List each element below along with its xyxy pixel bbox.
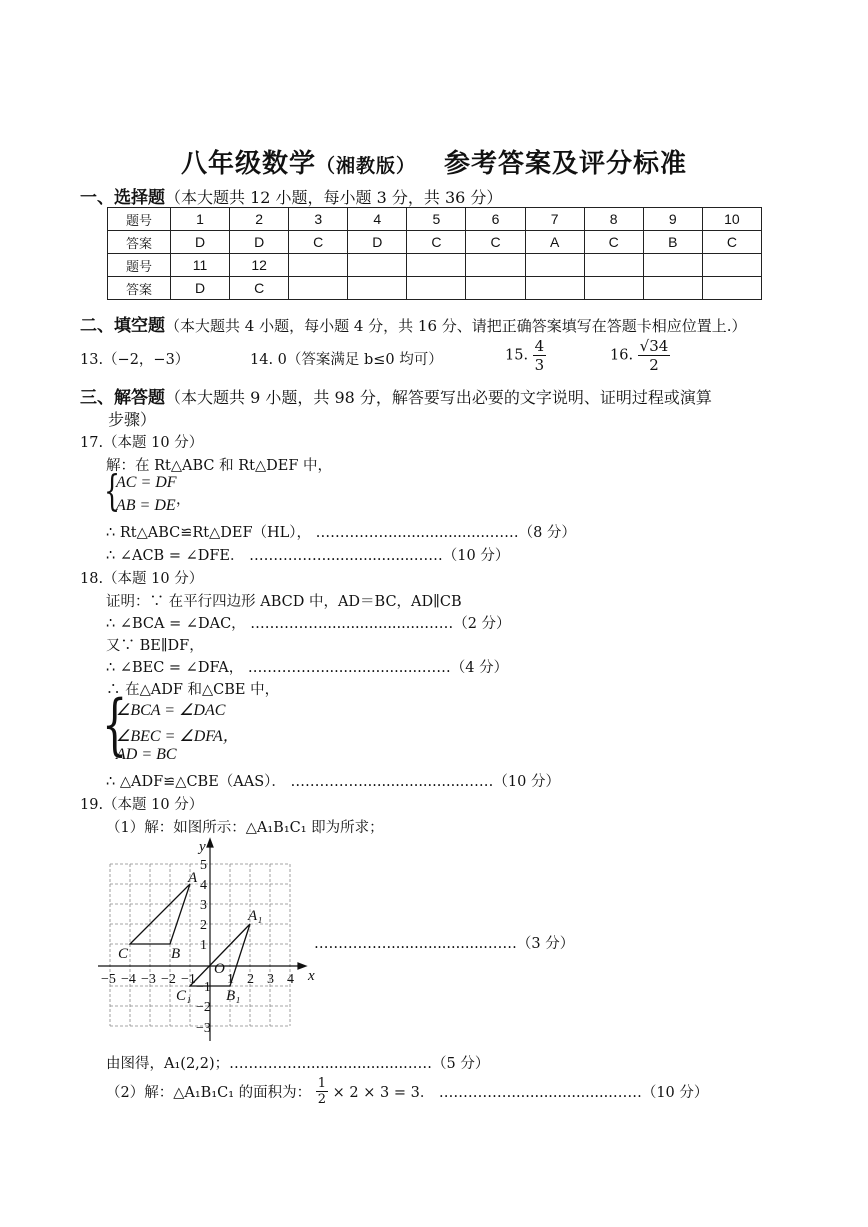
section-2-desc: （本大题共 4 小题，每小题 4 分，共 16 分、请把正确答案填写在答题卡相应位置上.） <box>165 317 747 335</box>
x-tick-label: 1 <box>227 972 234 987</box>
x-tick-label: 2 <box>247 972 254 987</box>
title-main: 八年级数学 <box>180 149 316 179</box>
q17-line-1: 解：在 Rt△ABC 和 Rt△DEF 中， <box>106 458 332 474</box>
point-c1-label: C₁ <box>176 988 192 1004</box>
q18-condition-3: AD = BC <box>116 746 177 763</box>
y-tick-label: 2 <box>200 918 207 933</box>
table-cell: 7 <box>525 208 584 231</box>
table-cell: D <box>171 277 230 300</box>
x-tick-label: −4 <box>121 972 136 987</box>
q19-part2-text: （2）解：△A₁B₁C₁ 的面积为： <box>106 1085 312 1101</box>
table-cell: C <box>407 231 466 254</box>
table-cell <box>702 254 761 277</box>
q17-line-3: ∴ ∠ACB = ∠DFE． ……………....................……（10 分） <box>106 548 510 564</box>
triangle-abc <box>130 884 190 944</box>
q17-line-2: ∴ Rt△ABC≌Rt△DEF（HL）， ……………......................……（8 分） <box>106 525 576 541</box>
table-cell: 9 <box>643 208 702 231</box>
point-b-label: B <box>171 946 181 962</box>
table-cell: C <box>466 231 525 254</box>
title-subtitle: 参考答案及评分标准 <box>444 149 688 179</box>
q17-condition-2: AB = DE <box>116 497 176 514</box>
q18-line-4: ∴ ∠BEC = ∠DFA， ……………......................……（4 分） <box>106 660 509 676</box>
fraction-numerator: 1 <box>317 1076 327 1091</box>
table-cell: A <box>525 231 584 254</box>
row-header: 题号 <box>108 208 171 231</box>
q19-part2-result: × 2 × 3 = 3． ……………......................……（10 分） <box>332 1085 709 1101</box>
table-cell: 1 <box>171 208 230 231</box>
table-row <box>108 208 762 231</box>
x-tick-label: −5 <box>101 972 116 987</box>
y-axis-label: y <box>199 839 206 855</box>
section-3-label: 三、解答题 <box>80 388 165 408</box>
y-tick-label: −1 <box>196 980 211 995</box>
section-3-heading <box>80 383 712 408</box>
table-cell <box>407 254 466 277</box>
section-1-heading <box>80 183 502 208</box>
table-cell: 12 <box>230 254 289 277</box>
table-cell <box>525 277 584 300</box>
table-cell <box>584 277 643 300</box>
table-cell: 11 <box>171 254 230 277</box>
point-a-label: A <box>188 870 198 886</box>
table-cell <box>289 277 348 300</box>
answer-15-fraction <box>533 337 547 374</box>
table-cell: C <box>702 231 761 254</box>
q18-line-1: 证明：∵ 在平行四边形 ABCD 中，AD＝BC，AD∥CB <box>106 594 462 610</box>
table-cell <box>466 277 525 300</box>
q19-line-3 <box>106 1076 708 1107</box>
answer-table <box>107 207 762 300</box>
y-tick-label: −3 <box>196 1021 211 1036</box>
point-c-label: C <box>118 946 129 962</box>
table-cell: 6 <box>466 208 525 231</box>
table-row <box>108 254 762 277</box>
table-cell <box>584 254 643 277</box>
section-2-label: 二、填空题 <box>80 316 165 336</box>
q19-heading: 19.（本题 10 分） <box>80 797 204 813</box>
title-edition: （湘教版） <box>315 155 416 177</box>
table-cell <box>643 254 702 277</box>
section-3-desc-cont: 步骤） <box>108 410 157 429</box>
brace: { <box>102 686 128 763</box>
q18-condition-2: ∠BEC = ∠DFA， <box>116 728 239 745</box>
q18-line-5: ∴ 在△ADF 和△CBE 中， <box>106 682 280 698</box>
brace: { <box>104 466 121 515</box>
section-1-label: 一、选择题 <box>80 188 165 208</box>
table-cell <box>525 254 584 277</box>
y-tick-label: −2 <box>196 1000 211 1015</box>
fraction-denominator: 3 <box>534 356 545 374</box>
y-tick-label: 5 <box>200 858 207 873</box>
table-cell <box>466 254 525 277</box>
q19-line-2: 由图得，A₁(2,2)；……………......................……（5 分） <box>106 1056 490 1072</box>
table-cell: C <box>584 231 643 254</box>
table-cell: 2 <box>230 208 289 231</box>
q17-condition-1: AC = DF <box>116 474 177 491</box>
table-cell: C <box>289 231 348 254</box>
row-header: 题号 <box>108 254 171 277</box>
table-cell: 3 <box>289 208 348 231</box>
table-cell: 4 <box>348 208 407 231</box>
q18-line-6: ∴ △ADF≌△CBE（AAS）． ……………......................……（10 分） <box>106 774 560 790</box>
table-cell: D <box>348 231 407 254</box>
fraction-denominator: 2 <box>317 1092 327 1107</box>
table-cell <box>289 254 348 277</box>
x-tick-label: 3 <box>267 972 274 987</box>
fraction-numerator: 4 <box>534 337 545 355</box>
table-cell: 8 <box>584 208 643 231</box>
point-a1-label: A₁ <box>248 908 263 924</box>
table-cell: D <box>171 231 230 254</box>
q18-line-2: ∴ ∠BCA = ∠DAC， ……………......................……（2 分） <box>106 616 511 632</box>
answer-16-fraction <box>638 337 671 374</box>
q17-heading: 17.（本题 10 分） <box>80 435 204 451</box>
table-cell <box>407 277 466 300</box>
answer-14: 14. 0（答案满足 b≤0 均可） <box>250 352 443 368</box>
x-axis-label: x <box>308 968 315 984</box>
table-row <box>108 231 762 254</box>
answer-16 <box>610 337 670 374</box>
point-b1-label: B₁ <box>226 988 241 1004</box>
row-header: 答案 <box>108 231 171 254</box>
section-1-desc: （本大题共 12 小题，每小题 3 分，共 36 分） <box>165 188 503 207</box>
fraction-numerator: √34 <box>639 337 669 355</box>
x-tick-label: −2 <box>161 972 176 987</box>
answer-16-label: 16. <box>610 347 634 364</box>
table-cell: C <box>230 277 289 300</box>
section-3-desc: （本大题共 9 小题，共 98 分，解答要写出必要的文字说明、证明过程或演算 <box>165 388 712 407</box>
answer-15-label: 15. <box>505 347 529 364</box>
table-cell: D <box>230 231 289 254</box>
q17-comma: ， <box>176 492 191 508</box>
table-cell <box>643 277 702 300</box>
q19-line-1: （1）解：如图所示：△A₁B₁C₁ 即为所求； <box>106 820 384 836</box>
y-tick-label: 4 <box>200 878 207 893</box>
table-cell: 10 <box>702 208 761 231</box>
table-cell: B <box>643 231 702 254</box>
table-cell <box>348 277 407 300</box>
y-tick-label: 1 <box>200 938 207 953</box>
page-title <box>0 143 868 180</box>
y-tick-label: 3 <box>200 898 207 913</box>
answer-15 <box>505 337 546 374</box>
coordinate-graph <box>96 836 321 1046</box>
q18-line-3: 又∵ BE∥DF， <box>106 638 204 654</box>
origin-label: O <box>214 961 225 977</box>
x-tick-label: 4 <box>287 972 294 987</box>
x-tick-label: −1 <box>181 972 196 987</box>
table-cell <box>348 254 407 277</box>
answer-13: 13.（−2，−3） <box>80 352 190 368</box>
q18-condition-1: ∠BCA = ∠DAC <box>116 702 226 719</box>
section-2-heading <box>80 311 747 336</box>
table-cell <box>702 277 761 300</box>
q19-fraction <box>316 1076 328 1107</box>
table-cell: 5 <box>407 208 466 231</box>
q19-score-1: ……………......................……（3 分） <box>314 936 575 952</box>
table-row <box>108 277 762 300</box>
x-tick-label: −3 <box>141 972 156 987</box>
q18-heading: 18.（本题 10 分） <box>80 571 204 587</box>
row-header: 答案 <box>108 277 171 300</box>
fraction-denominator: 2 <box>649 356 659 374</box>
